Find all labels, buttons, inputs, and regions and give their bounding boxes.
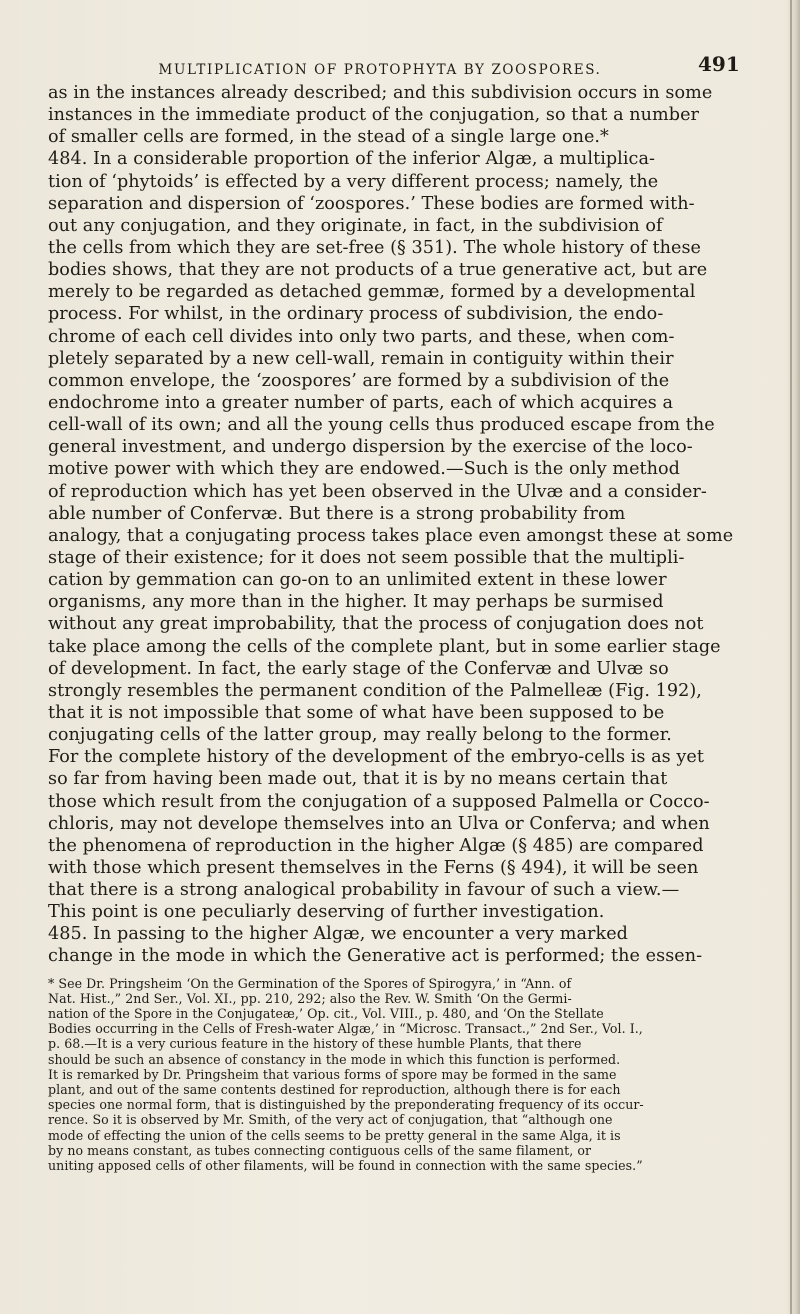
- footnote-line: mode of effecting the union of the cells seems to be pretty general in the same Alga, it is: [48, 1127, 621, 1143]
- body-line: process. For whilst, in the ordinary process of subdivision, the endo-: [48, 304, 664, 325]
- body-line: pletely separated by a new cell-wall, remain in contiguity within their: [48, 348, 674, 369]
- body-line: analogy, that a conjugating process takes place even amongst these at some: [48, 525, 734, 546]
- body-line: that it is not impossible that some of what have been supposed to be: [48, 702, 665, 723]
- body-line: cation by gemmation can go-on to an unlimited extent in these lower: [48, 570, 667, 591]
- body-line: stage of their existence; for it does not seem possible that the multipli-: [48, 547, 685, 568]
- body-line: motive power with which they are endowed.—Such is the only method: [48, 459, 680, 480]
- running-head: MULTIPLICATION OF PROTOPHYTA BY ZOOSPORES.: [158, 62, 602, 78]
- body-line: bodies shows, that they are not products of a true generative act, but are: [48, 260, 708, 281]
- body-line: the phenomena of reproduction in the higher Algæ (§ 485) are compared: [48, 835, 704, 856]
- footnote-line: should be such an absence of constancy in the mode in which this function is performed.: [48, 1051, 621, 1067]
- footnote-line: species one normal form, that is distinguished by the preponderating frequency of its occur-: [48, 1097, 644, 1113]
- body-line: 484. In a considerable proportion of the inferior Algæ, a multiplica-: [48, 149, 655, 170]
- body-line: cell-wall of its own; and all the young cells thus produced escape from the: [48, 415, 715, 436]
- footnote-line: plant, and out of the same contents destined for reproduction, although there is for each: [48, 1081, 621, 1097]
- body-line: tion of ‘phytoids’ is effected by a very different process; namely, the: [48, 171, 659, 192]
- body-line: without any great improbability, that the process of conjugation does not: [48, 614, 704, 635]
- body-line: instances in the immediate product of the conjugation, so that a number: [48, 105, 700, 126]
- body-line: out any conjugation, and they originate, in fact, in the subdivision of: [48, 215, 663, 236]
- body-line: as in the instances already described; and this subdivision occurs in some: [48, 83, 713, 103]
- footnote-line: p. 68.—It is a very curious feature in the history of these humble Plants, that there: [48, 1036, 582, 1052]
- body-line: that there is a strong analogical probability in favour of such a view.—: [48, 880, 680, 901]
- footnote-line: by no means constant, as tubes connecting contiguous cells of the same filament, or: [48, 1142, 592, 1158]
- footnote-line: Bodies occurring in the Cells of Fresh-water Algæ,’ in “Microsc. Transact.,” 2nd Ser., Vol. I.,: [48, 1021, 643, 1037]
- body-line: the cells from which they are set-free (§ 351). The whole history of these: [48, 237, 701, 258]
- body-line: with those which present themselves in the Ferns (§ 494), it will be seen: [48, 857, 699, 878]
- page-edge-line: [790, 0, 792, 1314]
- body-line: separation and dispersion of ‘zoospores.’ These bodies are formed with-: [48, 193, 695, 214]
- body-line: strongly resembles the permanent condition of the Palmelleæ (Fig. 192),: [48, 680, 702, 701]
- body-line: those which result from the conjugation of a supposed Palmella or Cocco-: [48, 791, 710, 812]
- footnote-line: nation of the Spore in the Conjugateæ,’ Op. cit., Vol. VIII., p. 480, and ‘On the Stellate: [48, 1006, 604, 1021]
- body-line: common envelope, the ‘zoospores’ are formed by a subdivision of the: [48, 370, 670, 391]
- footnote-gap: [48, 968, 785, 976]
- body-line: change in the mode in which the Generative act is performed; the essen-: [48, 946, 703, 967]
- body-line: so far from having been made out, that it is by no means certain that: [48, 769, 668, 790]
- body-line: of smaller cells are formed, in the stead of a single large one.*: [48, 127, 609, 148]
- body-line: 485. In passing to the higher Algæ, we encounter a very marked: [48, 924, 628, 945]
- body-line: conjugating cells of the latter group, may really belong to the former.: [48, 725, 672, 746]
- page-number: 491: [698, 52, 740, 76]
- body-line: organisms, any more than in the higher. It may perhaps be surmised: [48, 592, 664, 613]
- footnote-line: It is remarked by Dr. Pringsheim that various forms of spore may be formed in the same: [48, 1066, 617, 1082]
- footnote-line: uniting apposed cells of other filaments, will be found in connection with the same species.”: [48, 1157, 643, 1173]
- page-edge-shadow: [786, 0, 800, 1314]
- footnote-line: * See Dr. Pringsheim ‘On the Germination of the Spores of Spirogyra,’ in “Ann. of: [48, 975, 572, 991]
- body-line: of reproduction which has yet been observed in the Ulvæ and a consider-: [48, 481, 707, 502]
- body-line: merely to be regarded as detached gemmæ, formed by a developmental: [48, 282, 696, 303]
- body-line: This point is one peculiarly deserving of further investigation.: [48, 902, 605, 923]
- body-line: For the complete history of the development of the embryo-cells is as yet: [48, 747, 704, 768]
- body-line: endochrome into a greater number of parts, each of which acquires a: [48, 392, 674, 413]
- footnote-line: Nat. Hist.,” 2nd Ser., Vol. XI., pp. 210, 292; also the Rev. W. Smith ‘On the Germi-: [48, 990, 572, 1006]
- body-line: able number of Confervæ. But there is a strong probability from: [48, 503, 626, 524]
- body-line: general investment, and undergo dispersion by the exercise of the loco-: [48, 437, 693, 458]
- body-line: chrome of each cell divides into only two parts, and these, when com-: [48, 326, 675, 347]
- body-line: chloris, may not develope themselves into an Ulva or Conferva; and when: [48, 813, 710, 834]
- body-line: take place among the cells of the complete plant, but in some earlier stage: [48, 636, 721, 657]
- body-line: of development. In fact, the early stage of the Confervæ and Ulvæ so: [48, 658, 669, 679]
- footnote-line: rence. So it is observed by Mr. Smith, of the very act of conjugation, that “although one: [48, 1112, 613, 1128]
- body-text: [48, 82, 785, 1173]
